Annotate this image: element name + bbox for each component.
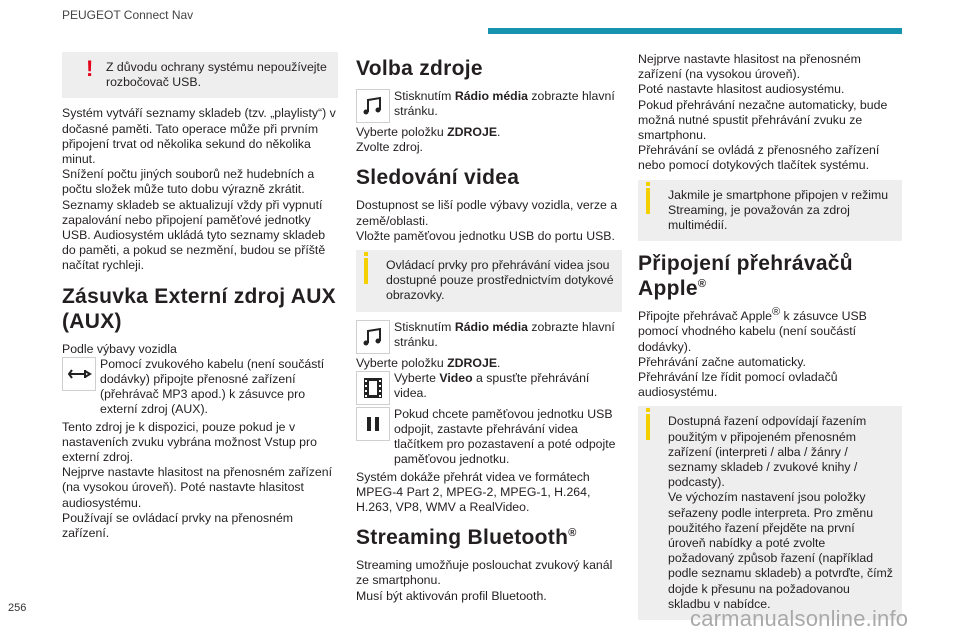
warning-icon: ! [86,56,94,81]
warning-text: Z důvodu ochrany systému nepoužívejte rozbočovač USB. [106,60,327,90]
paragraph: Přehrávání se ovládá z přenosného zařízení nebo pomocí dotykových tlačítek systému. [638,143,880,173]
column-left [62,52,338,541]
aux-instruction-text: Pomocí zvukového kabelu (není součástí dodávky) připojte přenosné zařízení (přehrávač MP3 apod.) k zásuvce pro externí zdroj (AUX). [100,356,325,417]
section-heading-apple: Připojení přehrávačů Apple® [638,252,853,301]
paragraph: Používají se ovládací prvky na přenosném zařízení. [62,510,294,541]
info-text: Ve výchozím nastavení jsou položky seřazeny podle interpreta. Pro změnu použitého řazení přejděte na první úroveň nabídky a poté zvolte požadovaný způsob řazení (například podle seznamu skladeb) a potvrďte, čímž dojde k přesunu na požadovanou skladbu v nabídce. [668,490,893,611]
pause-text: Pokud chcete paměťovou jednotku USB odpojit, zastavte přehrávání videa tlačítkem pro pozastavení a poté odpojte paměťovou jednotku. [394,406,616,467]
section-heading-source: Volba zdroje [356,57,483,80]
video-instruction-2: Vyberte Video a spusťte přehrávání videa. [356,371,622,405]
paragraph: Snížení počtu jiných souborů než hudebních a počtu složek může tuto dobu výrazně zkrátit. [62,167,315,197]
pause-icon [356,407,390,441]
info-icon [646,188,650,214]
paragraph: Podle výbavy vozidla [62,341,177,356]
paragraph: Vložte paměťovou jednotku USB do portu USB. [356,228,615,243]
paragraph: Musí být aktivován profil Bluetooth. [356,588,547,603]
paragraph: Zvolte zdroj. [356,140,423,155]
column-middle: Volba zdroje Stisknutím Rádio média zobrazte hlavní stránku. Vyberte položku ZDROJE. Zvolte zdroj. Sledování videa Dostupnost se liší podle výbavy vozidla, verze a země/oblasti. Vložte paměťovou jednotku USB do portu USB. Ovládací prvky pro přehrávání videa jsou dostupné pouze prostřednictvím dotykové obrazovky. Stisknutím Rádio média zobrazte hlavní stránku. Vyberte položku ZDROJE. Vyberte Video a spusťte přehrávání videa. Pokud chcete paměťovou jednotku USB odpojit, zastavte přehrávání videa tlačítkem pro pozastavení a poté odpojte paměťovou jednotku. Systém dokáže přehrát videa ve formátech MPEG-4 Part 2, MPEG-2, MPEG-1, H.264, H.263, VP8, WMV a RealVideo. Streaming Bluetooth® Streaming umožňuje poslouchat zvukový kanál ze smartphonu. Musí být aktivován profil Bluetooth. [356,52,622,610]
info-box [356,250,622,312]
column-right: Nejprve nastavte hlasitost na přenosném zařízení (na vysokou úroveň). Poté nastavte hlasitost audiosystému. Pokud přehrávání nezačne automaticky, bude možná nutné spustit přehrávání zvuku ze smartphonu. Přehrávání se ovládá z přenosného zařízení nebo pomocí dotykových tlačítek systému. Jakmile je smartphone připojen v režimu Streaming, je považován za zdroj multimédií. Připojení přehrávačů Apple® Připojte přehrávač Apple® k zásuvce USB pomocí vhodného kabelu (není součástí dodávky). Přehrávání začne automaticky. Přehrávání lze řídit pomocí ovladačů audiosystému. Dostupná řazení odpovídají řazením použitým v připojeném přenosném zařízení (interpreti / alba / žánry / seznamy skladeb / zvukové knihy / podcasty). Ve výchozím nastavení jsou položky seřazeny podle interpreta. Pro změnu použitého řazení přejděte na první úroveň nabídky a poté zvolte požadovaný způsob řazení (například podle seznamu skladeb) a potvrďte, čímž dojde k přesunu na požadovanou skladbu v nabídce. [638,52,902,628]
info-icon [364,258,368,284]
paragraph: Systém vytváří seznamy skladeb (tzv. „playlisty“) v dočasné paměti. Tato operace může při prvním připojení trvat od několika sekund do několika minut. [62,106,336,167]
info-text: Jakmile je smartphone připojen v režimu Streaming, je považován za zdroj multimédií. [668,187,889,233]
paragraph: Systém dokáže přehrát videa ve formátech MPEG-4 Part 2, MPEG-2, MPEG-1, H.264, H.263, VP8, WMV a RealVideo. [356,469,591,515]
info-icon [646,414,650,440]
paragraph: Pokud přehrávání nezačne automaticky, bude možná nutné spustit přehrávání zvuku ze smartphonu. [638,97,888,143]
section-heading-aux: Zásuvka Externí zdroj AUX (AUX) [62,284,336,333]
section-heading-video: Sledování videa [356,166,520,190]
paragraph: Přehrávání začne automaticky. [638,354,806,369]
page-number: 256 [8,602,27,614]
running-header: PEUGEOT Connect Nav [62,8,194,22]
warning-box [62,52,338,98]
paragraph: Nejprve nastavte hlasitost na přenosném zařízení (na vysokou úroveň). [638,52,861,82]
music-note-icon [356,89,390,123]
info-text: Dostupná řazení odpovídají řazením použitým v připojeném přenosném zařízení (interpreti / alba / žánry / seznamy skladeb / zvukové knihy / podcasty). [668,414,867,490]
watermark: carmanualsonline.info [690,606,909,631]
paragraph: Seznamy skladeb se aktualizují vždy při vypnutí zapalování nebo připojení paměťové jednotky USB. Audiosystém ukládá tyto seznamy skladeb do paměti, a pokud se nezmění, budou se příště načítat rychleji. [62,197,326,273]
paragraph: Nejprve nastavte hlasitost na přenosném zařízení (na vysokou úroveň). Poté nastavte hlasitost audiosystému. [62,465,332,510]
video-film-icon [356,371,390,405]
paragraph: Přehrávání lze řídit pomocí ovladačů audiosystému. [638,370,838,400]
aux-instruction [62,357,338,418]
info-text: Ovládací prvky pro přehrávání videa jsou dostupné pouze prostřednictvím dotykové obrazovky. [386,258,614,303]
info-box [638,406,902,620]
source-instruction: Stisknutím Rádio média zobrazte hlavní stránku. [356,89,622,123]
music-note-icon [356,320,390,354]
info-box [638,180,902,242]
paragraph: Dostupnost se liší podle výbavy vozidla, verze a země/oblasti. [356,198,618,228]
header-accent-bar [488,28,902,34]
section-heading-bluetooth: Streaming Bluetooth® [356,526,577,550]
video-instruction-3 [356,407,622,468]
video-instruction-1: Stisknutím Rádio média zobrazte hlavní stránku. [356,320,622,354]
paragraph: Tento zdroj je k dispozici, pouze pokud je v nastaveních zvuku vybrána možnost Vstup pro externí zdroj. [62,419,317,465]
aux-cable-icon [62,357,96,391]
paragraph: Poté nastavte hlasitost audiosystému. [638,82,845,97]
paragraph: Streaming umožňuje poslouchat zvukový kanál ze smartphonu. [356,558,613,588]
